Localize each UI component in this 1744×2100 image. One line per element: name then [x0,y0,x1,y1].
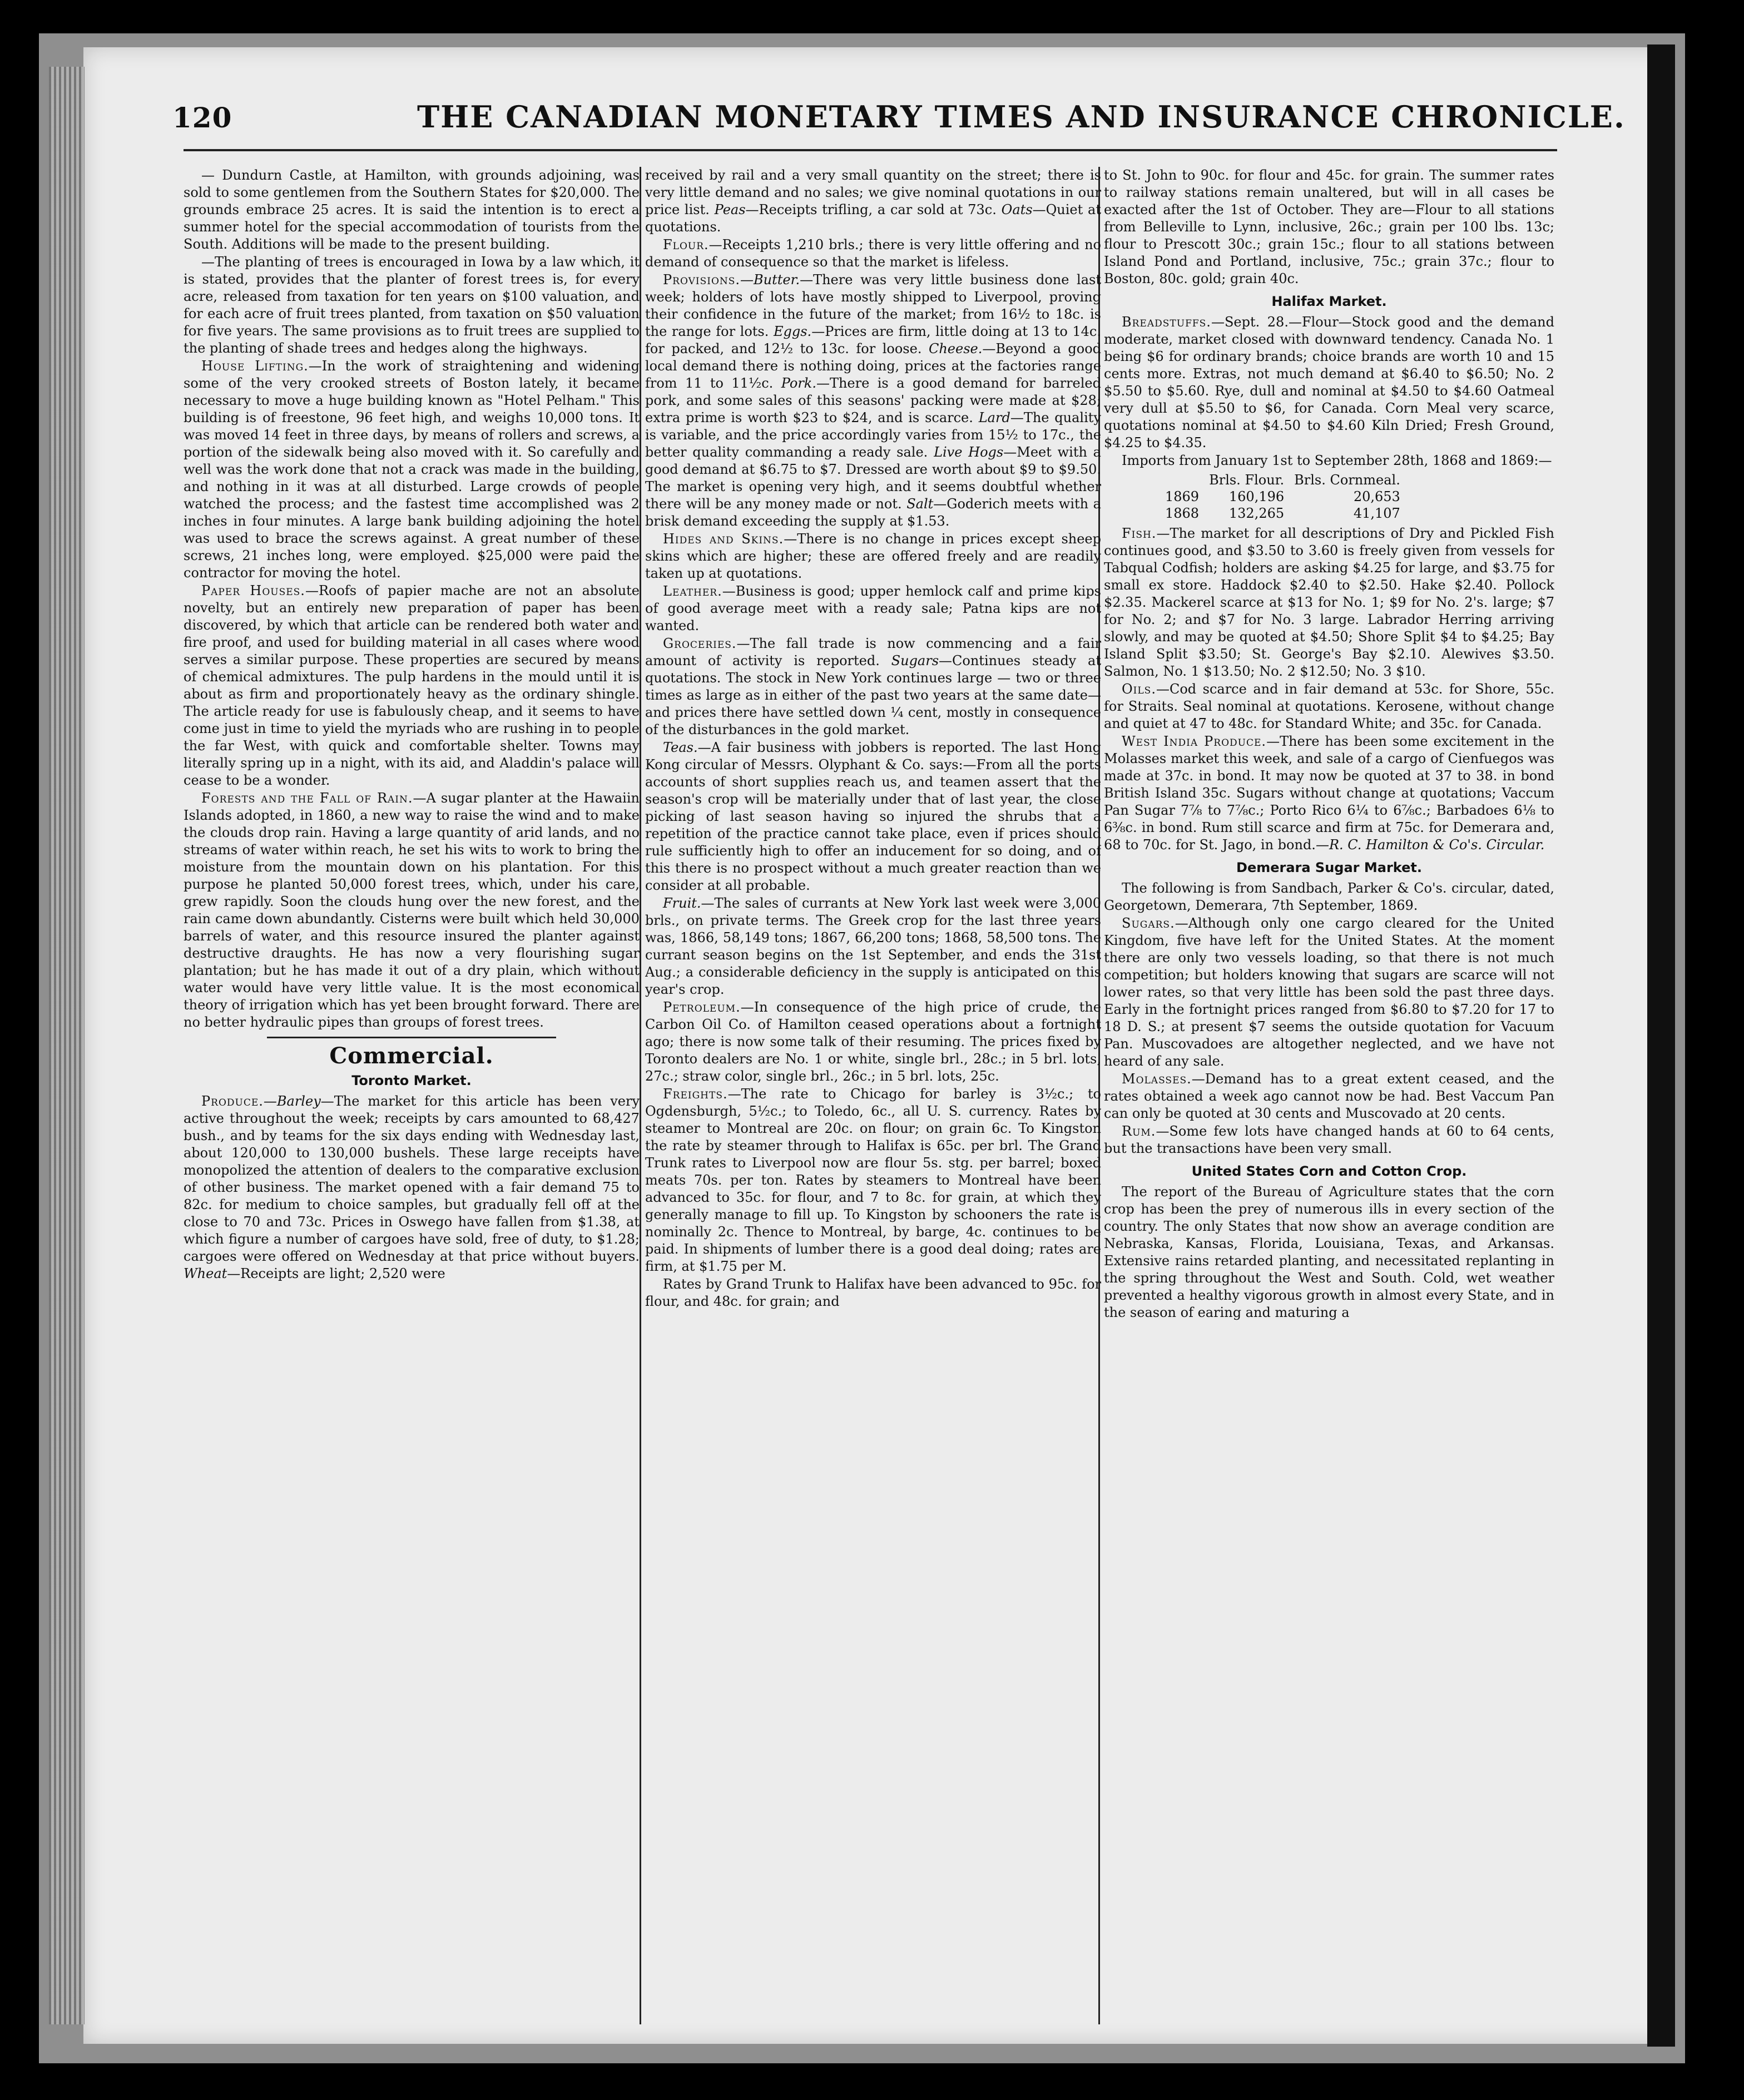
article-groceries [645,635,1101,739]
article-body: —The fall trade is now commencing and a fair amount of activity is reported. [645,636,1101,668]
section-rule [267,1037,556,1038]
table-cell-flour: 132,265 [1228,506,1285,521]
article-body: —Quiet at quotations. [645,202,1101,235]
column-rule-1 [640,167,641,2024]
article-body: —The market for this article has been very active throughout the week; receipts by cars amounted to 68,427 bush., and by teams for the six days ending with Wednesday last, about 120,000 to 130,000 bushels. These large receipts have monopolized the attention of dealers to the comparative exclusion of other business. The market opened with a fair demand 75 to 82c. for medium to choice samples, but gradually fell off at the close to 70 and 73c. Prices in Oswego have fallen from $1.38, at which figure a number of cargoes have sold, free of duty, to $1.28; cargoes were offered on Wednesday at that price without buyers. [184,1093,640,1264]
table-row [1165,505,1410,522]
article-body: —In consequence of the high price of crude, the Carbon Oil Co. of Hamilton ceased operations about a fortnight ago; there is now some talk of their resuming. The prices fixed by Toronto dealers are No. 1 or white, single brl., 28c.; in 5 brl. lots, 27c.; straw color, single brl., 26c.; in 5 brl. lots, 25c. [645,999,1101,1084]
article-body: —Receipts 1,210 brls.; there is very little offering and no demand of consequence so that the market is lifeless. [645,237,1101,270]
article-body: —There is no change in prices except sheep skins which are higher; these are offered freely and are readily taken up at quotations. [645,531,1101,581]
article-house-lifting [184,358,640,582]
table-cell-year: 1869 [1165,489,1200,504]
article-heading: Oils. [1122,681,1156,697]
article-body: —There was very little business done last week; holders of lots have mostly shipped to Liverpool, proving their confidence in the future of the market; from 16½ to 18c. is the range for lots. [645,272,1101,339]
article-grain-cont [645,167,1101,236]
article-body: —Beyond a good local demand there is nothing doing, prices at the factories range from 11 to 11½c. [645,341,1101,391]
article-demerara-intro: The following is from Sandbach, Parker & Co's. circular, dated, Georgetown, Demerara, 7th September, 1869. [1104,880,1554,913]
article-body: received by rail and a very small quantity on the street; there is very little demand and no sales; we give nominal quotations in our price list. [645,167,1101,217]
article-forests-rain [184,790,640,1031]
article-paper-houses [184,582,640,789]
market-heading-toronto: Toronto Market. [351,1073,472,1088]
column-2 [645,167,1101,2024]
article-body: —The sales of currants at New York last week were 3,000 brls., on private terms. The Greek crop for the last three years was, 1866, 58,149 tons; 1867, 66,200 tons; 1868, 58,500 tons. The currant season begins on the 1st September, and ends the 31st Aug.; a considerable deficiency in the supply is anticipated on this year's crop. [645,895,1101,997]
article-heading: Breadstuffs. [1122,314,1211,330]
article-body: —Sept. 28.—Flour—Stock good and the demand moderate, market closed with downward tendency. Canada No. 1 being $6 for ordinary brands; choice brands are worth 10 and 15 cents more. Extras, not much demand at $6.40 to $6.50; No. 2 $5.50 to $5.60. Rye, dull and nominal at $4.50 to $4.60 Oatmeal very dull at $5.50 to $6, for Canada. Corn Meal very scarce, quotations nominal at $4.50 to $4.60 Kiln Dried; Fresh Ground, $4.25 to $4.35. [1104,314,1554,450]
binding-fold [49,67,85,2024]
table-cell-year: 1868 [1165,506,1200,521]
market-heading-halifax: Halifax Market. [1271,294,1387,309]
page-number: 120 [172,101,232,134]
column-1 [184,167,640,2024]
commodity-label: Sugars [891,653,939,668]
table-row [1165,488,1410,505]
article-body: —Receipts trifling, a car sold at 73c. [745,202,997,217]
table-header-row [1165,472,1410,488]
article-produce [184,1093,640,1282]
table-header-cell [1165,472,1209,488]
article-heading: Paper Houses. [201,583,305,598]
commodity-label: Oats [1001,202,1033,217]
article-heading: Forests and the Fall of Rain. [201,790,413,806]
article-heading: Molasses. [1122,1071,1192,1087]
article-flour [645,236,1101,271]
table-cell-cornmeal: 41,107 [1353,506,1400,521]
table-cell-cornmeal: 20,653 [1353,489,1400,504]
article-body: —Although only one cargo cleared for the United Kingdom, five have left for the United States. At the moment there are only two vessels loading, so that there is not much competition; but holders knowing that sugars are scarce will not lower rates, so that very little has been sold the past three days. Early in the fortnight prices ranged from $6.80 to $7.20 for 17 to 18 D. S.; at present $7 seems the outside quotation for Vacuum Pan. Muscovadoes are altogether neglected, and we have not heard of any sale. [1104,915,1554,1069]
column-3 [1104,167,1554,2024]
article-body: —There has been some excitement in the Molasses market this week, and sale of a cargo of Cienfuegos was made at 37c. in bond. It may now be quoted at 37 to 38. in bond British Island 35c. Sugars without change at quotations; Vaccum Pan Sugar 7⅞ to 7⅞c.; Porto Rico 6¼ to 6⅞c.; Barbadoes 6⅛ to 6⅜c. in bond. Rum still scarce and firm at 75c. for Demerara and, 68 to 70c. for St. Jago, in bond. [1104,734,1554,853]
article-heading: Provisions. [663,272,741,288]
article-body: —A sugar planter at the Hawaiin Islands adopted, in 1860, a new way to raise the wind and to make the clouds drop rain. Having a large quantity of arid lands, and no streams of water within reach, he set his wits to work to bring the moisture from the mountain down on his plantation. For this purpose he planted 50,000 forest trees, which, under his care, grew rapidly. Soon the clouds hung over the new forest, and the rain came down abundantly. Cisterns were built which held 30,000 barrels of water, and this resource insured the planter against destructive draughts. He has now a very flourishing sugar plantation; but he has made it out of a dry plain, which without water would have very little value. It is the most economical theory of irrigation which has yet been brought forward. There are no better hydraulic pipes than groups of forest trees. [184,790,640,1030]
article-leather [645,583,1101,635]
article-body: —Meet with a good demand at $6.75 to $7. Dressed are worth about $9 to $9.50. The market is opening very high, and it seems doubtful whether there will be any money made or not. [645,444,1101,512]
article-molasses [1104,1071,1554,1122]
article-heading: Sugars. [1122,915,1175,931]
commodity-label: Cheese. [928,341,983,356]
article-petroleum [645,999,1101,1085]
article-imports: Imports from January 1st to September 28th, 1868 and 1869:— [1122,453,1552,468]
scanner-edge [1647,44,1675,2047]
commodity-label: Eggs. [773,324,812,339]
article-body: —The rate to Chicago for barley is 3½c.; to Ogdensburgh, 5½c.; to Toledo, 6c., all U. S. currency. Rates by steamer to Montreal are 20c. on flour; on grain 6c. To Kingston the rate by steamer through to Halifax is 65c. per brl. The Grand Trunk rates to Liverpool now are flour 5s. stg. per barrel; boxed meats 70s. per ton. Rates by steamers to Montreal have been advanced to 35c. for flour, and 7 to 8c. for grain, at which they generally manage to fill up. To Kingston by schooners the rate is nominally 2c. Thence to Montreal, by barge, 4c. continues to be paid. In shipments of lumber there is a good deal doing; rates are firm, at $1.75 per M. [645,1086,1101,1274]
article-heading: Freights. [663,1086,728,1102]
commodity-label: Peas [714,202,746,217]
article-heading: Rum. [1122,1123,1156,1139]
section-heading-commercial: Commercial. [329,1043,494,1069]
article-oils [1104,681,1554,732]
article-provisions [645,271,1101,530]
article-heading: Petroleum. [663,999,741,1015]
header-rule [184,149,1557,151]
article-heading: Leather. [663,583,722,599]
article-heading: Flour. [663,237,709,252]
article-body: —Demand has to a great extent ceased, and the rates obtained a week ago cannot now be had. Best Vaccum Pan can only be quoted at 30 cents and Muscovado at 20 cents. [1104,1071,1554,1121]
article-body: —The quality is variable, and the price accordingly varies from 15½ to 17c., the better quality commanding a ready sale. [645,410,1101,460]
commodity-label: —Barley [263,1093,321,1109]
article-body: —Goderich meets with a brisk demand exceeding the supply at $1.53. [645,496,1101,529]
table-header-cell: Brls. Flour. [1209,472,1285,488]
article-body: —Roofs of papier mache are not an absolute novelty, but an entirely new preparation of paper has been discovered, by which that article can be rendered both water and fire proof, and used for building material in all cases where wood serves a similar purpose. These properties are secured by means of chemical admixtures. The pulp hardens in the mould until it is about as firm and proportionately heavy as the ordinary shingle. The article ready for use is fabulously cheap, and it seems to have come just in time to yield the myriads who are rushing in to people the far West, with quick and comfortable shelter. Towns may literally spring up in a night, with its aid, and Aladdin's palace will cease to be a wonder. [184,583,640,788]
article-heading: Groceries. [663,636,737,651]
article-fish [1104,525,1554,680]
article-teas [645,739,1101,894]
article-breadstuffs [1104,314,1554,452]
article-dundurn: — Dundurn Castle, at Hamilton, with grounds adjoining, was sold to some gentlemen from the Southern States for $20,000. The grounds embrace 25 acres. It is said the intention is to erect a summer hotel for the special accommodation of tourists from the South. Additions will be made to the present building. [184,167,640,252]
article-freights-cont: to St. John to 90c. for flour and 45c. for grain. The summer rates to railway stations remain unaltered, but will in all cases be exacted after the 1st of October. They are—Flour to all stations from Belleville to Lynn, inclusive, 26c.; grain per 100 lbs. 13c; flour to Prescott 30c.; grain 15c.; flour to all stations between Island Pond and Portland, inclusive, 75c.; grain 37c.; flour to Boston, 80c. gold; grain 40c. [1104,167,1554,286]
article-heading: Hides and Skins. [663,531,784,547]
article-signature: —R. C. Hamilton & Co's. Circular. [1315,837,1545,853]
table-cell-flour: 160,196 [1228,489,1285,504]
commodity-label: Lard [978,410,1010,425]
article-grand-trunk: Rates by Grand Trunk to Halifax have been advanced to 95c. for flour, and 48c. for grain; and [645,1276,1101,1309]
page-header [172,99,1629,138]
article-body: —There is a good demand for barreled pork, and some sales of this seasons' packing were made at $28; extra prime is worth $23 to $24, and is scarce. [645,375,1101,425]
article-fruit [645,895,1101,998]
article-corn-crop: The report of the Bureau of Agriculture states that the corn crop has been the prey of numerous ills in every section of the country. The only States that now show an average condition are Nebraska, Kansas, Florida, Louisiana, Texas, and Arkansas. Extensive rains retarded planting, and necessitated replanting in the spring throughout the West and South. Cold, wet weather prevented a healthy vigorous growth in almost every State, and in the season of earing and maturing a [1104,1184,1554,1320]
commodity-label: Live Hogs [934,444,1004,460]
article-hides [645,531,1101,582]
article-body: —Cod scarce and in fair demand at 53c. for Shore, 55c. for Straits. Seal nominal at quotations. Kerosene, without change and quiet at 47 to 48c. for Standard White; and 35c. for Canada. [1104,681,1554,731]
article-tree-planting: —The planting of trees is encouraged in Iowa by a law which, it is stated, provides that the planter of forest trees is, for every acre, released from taxation for ten years on $100 valuation, and for each acre of fruit trees planted, from taxation on $50 valuation for five years. The same provisions as to fruit trees are supplied to the planting of shade trees and hedges along the highways. [184,254,640,356]
market-heading-demerara: Demerara Sugar Market. [1236,860,1422,875]
article-body: —Prices are firm, little doing at 13 to 14c. for packed, and 12½ to 13c. for loose. [645,324,1101,356]
table-header-cell: Brls. Cornmeal. [1294,472,1400,488]
imports-table [1165,472,1410,522]
article-body: —Some few lots have changed hands at 60 to 64 cents, but the transactions have been very small. [1104,1123,1554,1156]
commodity-label: Pork. [781,375,816,391]
article-body: —Continues steady at quotations. The stock in New York continues large — two or three times as large as in either of the past two years at the same date—and prices there have settled down ¼ cent, mostly in consequence of the disturbances in the gold market. [645,653,1101,737]
article-rum [1104,1123,1554,1157]
article-body: —Business is good; upper hemlock calf and prime kips of good average meet with a ready sale; Patna kips are not wanted. [645,583,1101,633]
article-body: —Receipts are light; 2,520 were [227,1266,445,1281]
masthead-title: THE CANADIAN MONETARY TIMES AND INSURANCE CHRONICLE. [417,99,1626,135]
article-heading: West India Produce. [1122,734,1267,749]
article-heading: House Lifting. [201,358,309,374]
commodity-label: Salt [906,496,934,512]
article-body: —The market for all descriptions of Dry and Pickled Fish continues good, and $3.50 to 3.60 is freely given from vessels for Tabqual Codfish; holders are asking $4.25 for large, and $3.75 for small ex store. Haddock $2.40 to $2.50. Hake $2.40. Pollock $2.35. Mackerel scarce at $13 for No. 1; $9 for No. 2's. large; $7 for No. 2; and $7 for No. 3 large. Labrador Herring arriving slowly, and may be quoted at $4.50; Shore Split $4 to $4.25; Bay Island Split $3.50; St. George's Bay $2.10. Alewives $3.50. Salmon, No. 1 $13.50; No. 2 $12.50; No. 3 $10. [1104,526,1554,679]
commodity-label: Wheat [184,1266,227,1281]
commodity-label: Teas. [663,740,698,755]
article-freights [645,1086,1101,1275]
article-body: —In the work of straightening and widening some of the very crooked streets of Boston lately, it became necessary to move a huge building known as "Hotel Pelham." This building is of freestone, 96 feet high, and weighs 10,000 tons. It was moved 14 feet in three days, by means of rollers and screws, a portion of the sidewalk being also moved with it. So carefully and well was the work done that not a crack was made in the building, and nothing in it was at all disturbed. Large crowds of people watched the process; and the fastest time accomplished was 2 inches in four minutes. A large bank building adjoining the hotel was used to brace the screws against. A great number of these screws, 21 inches long, were employed. $25,000 were paid the contractor for moving the hotel. [184,358,640,581]
article-heading: Produce. [201,1093,264,1109]
article-body: —A fair business with jobbers is reported. The last Hong Kong circular of Messrs. Olyphant & Co. says:—From all the ports accounts of short supplies reach us, and teamen assert that the season's crop will be materially under that of last year, the close picking of last season having so injured the shrubs that a repetition of the practice cannot take place, even if prices should rule sufficiently high to offer an inducement for so doing, and of this there is no prospect without a much greater reaction than we consider at all probable. [645,740,1101,893]
article-sugars [1104,915,1554,1070]
market-heading-us-crop: United States Corn and Cotton Crop. [1191,1163,1467,1179]
article-west-india [1104,733,1554,854]
article-heading: Fish. [1122,526,1157,541]
commodity-label: Fruit. [663,895,701,911]
commodity-label: —Butter. [740,272,800,288]
